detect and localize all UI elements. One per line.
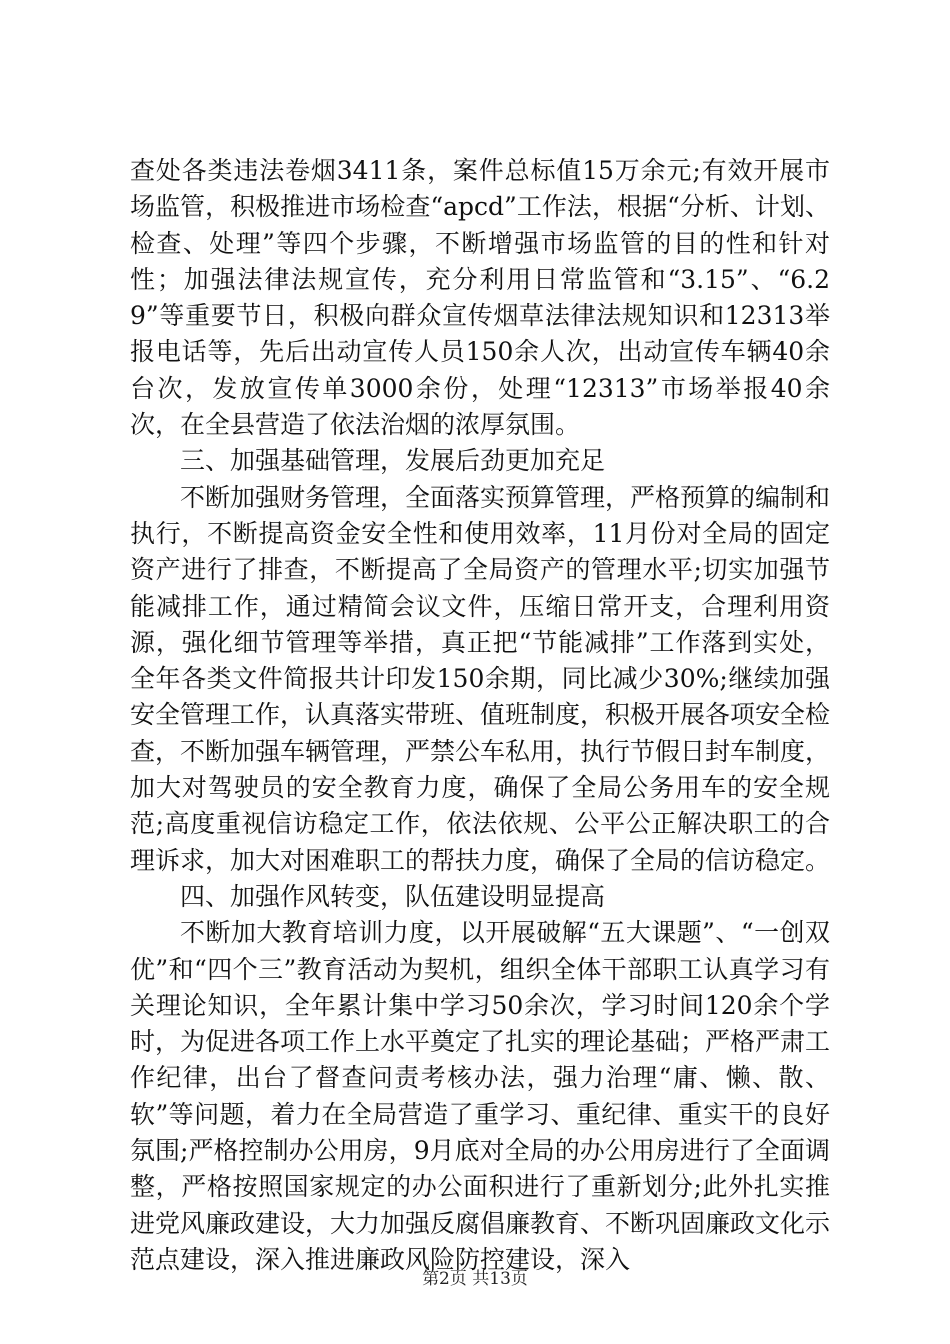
page-footer: 第2页 共13页 — [422, 1269, 528, 1289]
paragraph-continuation: 查处各类违法卷烟3411条，案件总标值15万余元;有效开展市场监管，积极推进市场检查“apcd”工作法，根据“分析、计划、检查、处理”等四个步骤，不断增强市场监管的目的性和针对性；加强法律法规宣传，充分利用日常监管和“3.15”、“6.29”等重要节日，积极向群众宣传烟草法律法规知识和12313举报电话等，先后出动宣传人员150余人次，出动宣传车辆40余台次，发放宣传单3000余份，处理“12313”市场举报40余次，在全县营造了依法治烟的浓厚氛围。 — [130, 156, 830, 440]
paragraph-section-4: 不断加大教育培训力度，以开展破解“五大课题”、“一创双优”和“四个三”教育活动为契机，组织全体干部职工认真学习有关理论知识，全年累计集中学习50余次，学习时间120余个学时，为促进各项工作上水平奠定了扎实的理论基础；严格严肃工作纪律，出台了督查问责考核办法，强力治理“庸、懒、散、软”等问题，着力在全局营造了重学习、重纪律、重实干的良好氛围;严格控制办公用房，9月底对全局的办公用房进行了全面调整，严格按照国家规定的办公面积进行了重新划分;此外扎实推进党风廉政建设，大力加强反腐倡廉教育、不断巩固廉政文化示范点建设，深入推进廉政风险防控建设，深入 — [130, 918, 831, 1274]
section-heading-3: 三、加强基础管理，发展后劲更加充足 — [180, 446, 606, 476]
document-body — [130, 153, 830, 1278]
paragraph-section-3: 不断加强财务管理，全面落实预算管理，严格预算的编制和执行，不断提高资金安全性和使用效率，11月份对全局的固定资产进行了排查，不断提高了全局资产的管理水平;切实加强节能减排工作，通过精简会议文件，压缩日常开支，合理利用资源，强化细节管理等举措，真正把“节能减排”工作落到实处，全年各类文件简报共计印发150余期，同比减少30%;继续加强安全管理工作，认真落实带班、值班制度，积极开展各项安全检查，不断加强车辆管理，严禁公车私用，执行节假日封车制度，加大对驾驶员的安全教育力度，确保了全局公务用车的安全规范;高度重视信访稳定工作，依法依规、公平公正解决职工的合理诉求，加大对困难职工的帮扶力度，确保了全局的信访稳定。 — [130, 482, 831, 875]
section-heading-4: 四、加强作风转变，队伍建设明显提高 — [180, 881, 606, 911]
